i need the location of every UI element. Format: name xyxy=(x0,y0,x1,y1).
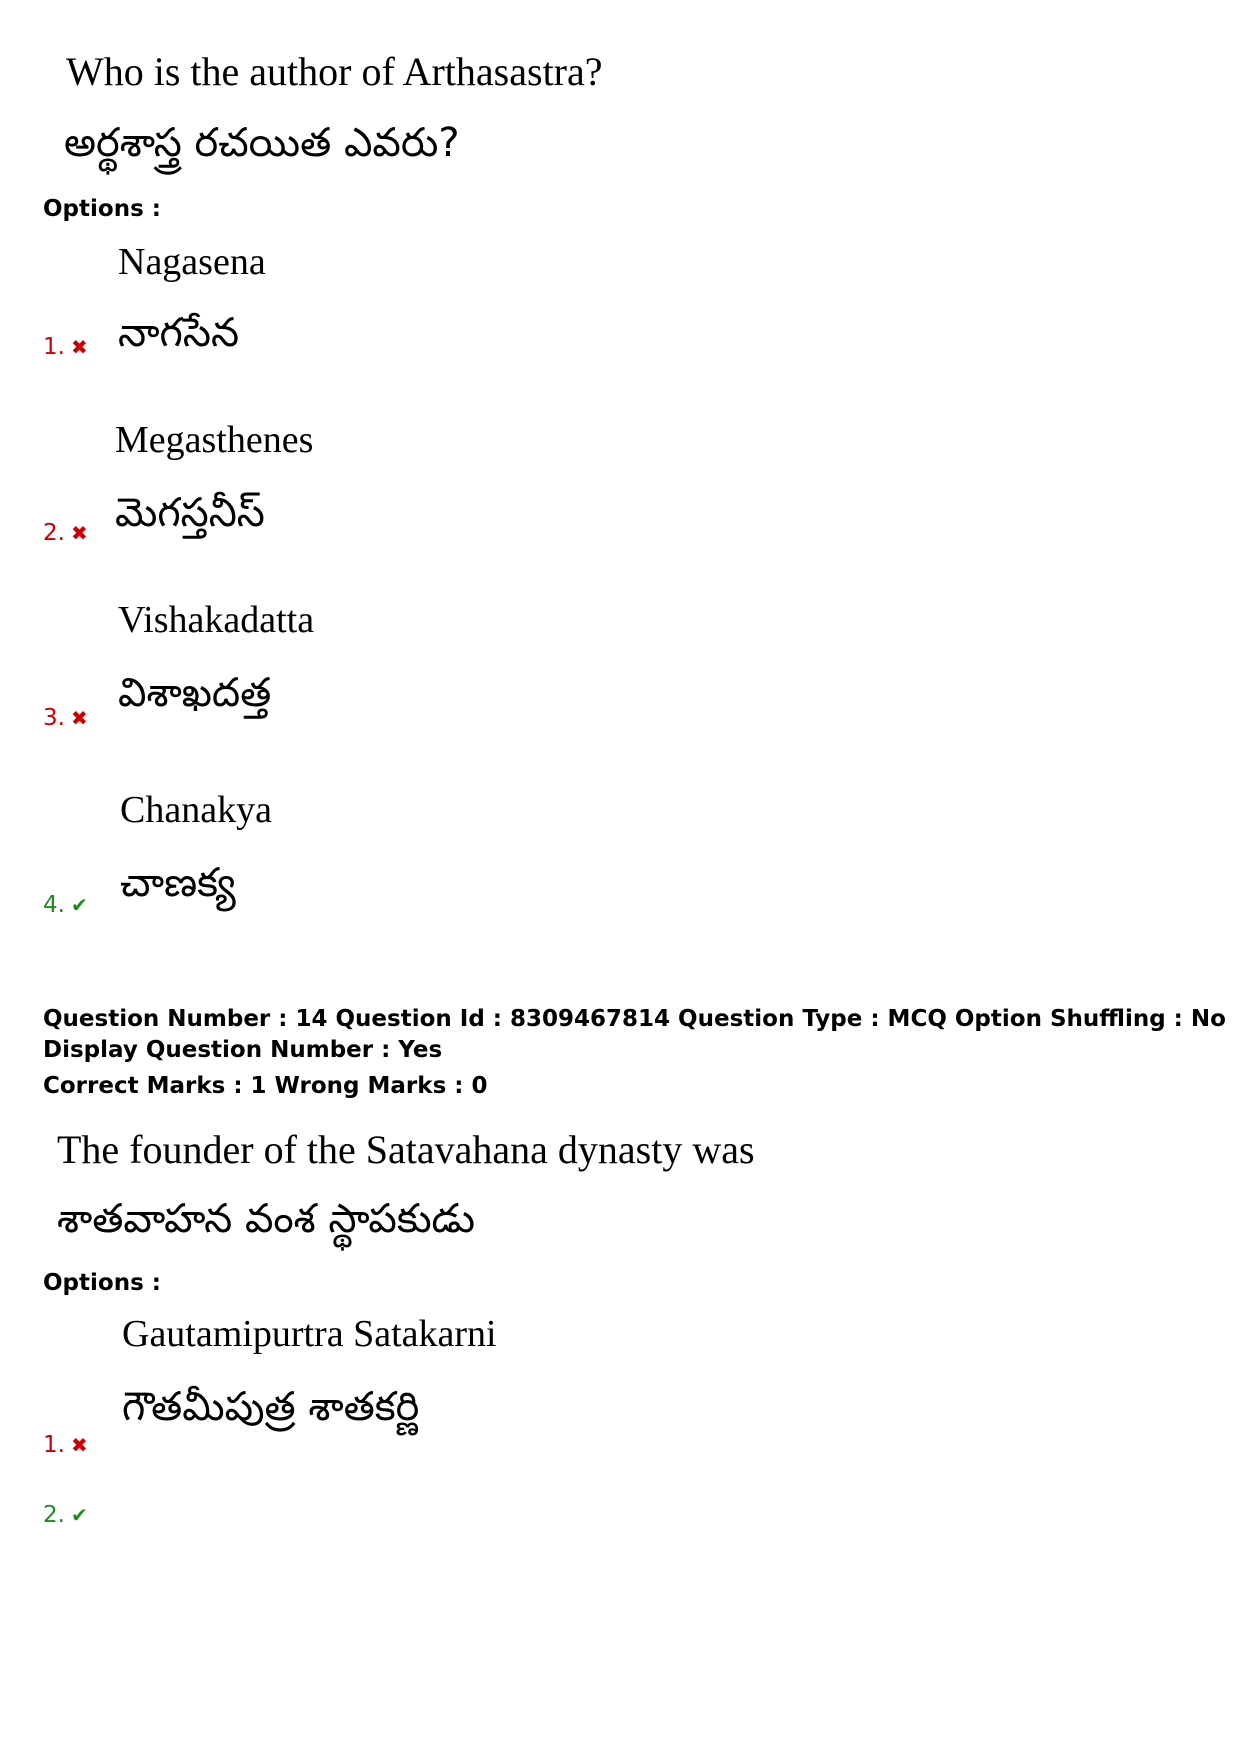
option-marker xyxy=(43,520,88,546)
option-text-te: విశాఖదత్త xyxy=(118,670,272,716)
option-number: 2. xyxy=(43,520,65,546)
option-marker xyxy=(43,334,88,360)
check-icon: ✔ xyxy=(70,893,88,917)
cross-icon: ✖ xyxy=(70,335,88,359)
marks-info: Correct Marks : 1 Wrong Marks : 0 xyxy=(43,1073,488,1099)
question-meta: Question Number : 14 Question Id : 8309467814 Question Type : MCQ Option Shuffling : No xyxy=(43,1006,1226,1032)
option-marker xyxy=(43,1432,88,1458)
option-text-en: Nagasena xyxy=(118,241,266,283)
options-label: Options : xyxy=(43,1270,161,1296)
option-number: 2. xyxy=(43,1502,65,1528)
question-text-en: The founder of the Satavahana dynasty was xyxy=(57,1127,755,1172)
check-icon: ✔ xyxy=(70,1503,88,1527)
option-text-en: Gautamipurtra Satakarni xyxy=(122,1313,497,1355)
option-number: 4. xyxy=(43,892,65,918)
question-display-meta: Display Question Number : Yes xyxy=(43,1037,443,1063)
cross-icon: ✖ xyxy=(70,1433,88,1457)
question-text-en: Who is the author of Arthasastra? xyxy=(66,49,603,94)
option-text-te: చాణక్య xyxy=(120,860,236,906)
question-text-te: అర్థశాస్త్ర రచయిత ఎవరు? xyxy=(64,120,460,166)
question-text-te: శాతవాహన వంశ స్థాపకుడు xyxy=(57,1196,475,1242)
option-marker xyxy=(43,1502,88,1528)
option-marker xyxy=(43,705,88,731)
option-marker xyxy=(43,892,88,918)
option-number: 1. xyxy=(43,334,65,360)
option-text-te: గౌతమీపుత్ర శాతకర్ణి xyxy=(122,1384,420,1430)
options-label: Options : xyxy=(43,196,161,222)
cross-icon: ✖ xyxy=(70,521,88,545)
option-number: 3. xyxy=(43,705,65,731)
option-text-en: Chanakya xyxy=(120,789,272,831)
cross-icon: ✖ xyxy=(70,706,88,730)
option-number: 1. xyxy=(43,1432,65,1458)
option-text-en: Megasthenes xyxy=(115,419,314,461)
option-text-te: మెగస్తనీస్ xyxy=(115,490,265,536)
option-text-en: Vishakadatta xyxy=(118,599,315,641)
option-text-te: నాగసేన xyxy=(118,310,240,356)
